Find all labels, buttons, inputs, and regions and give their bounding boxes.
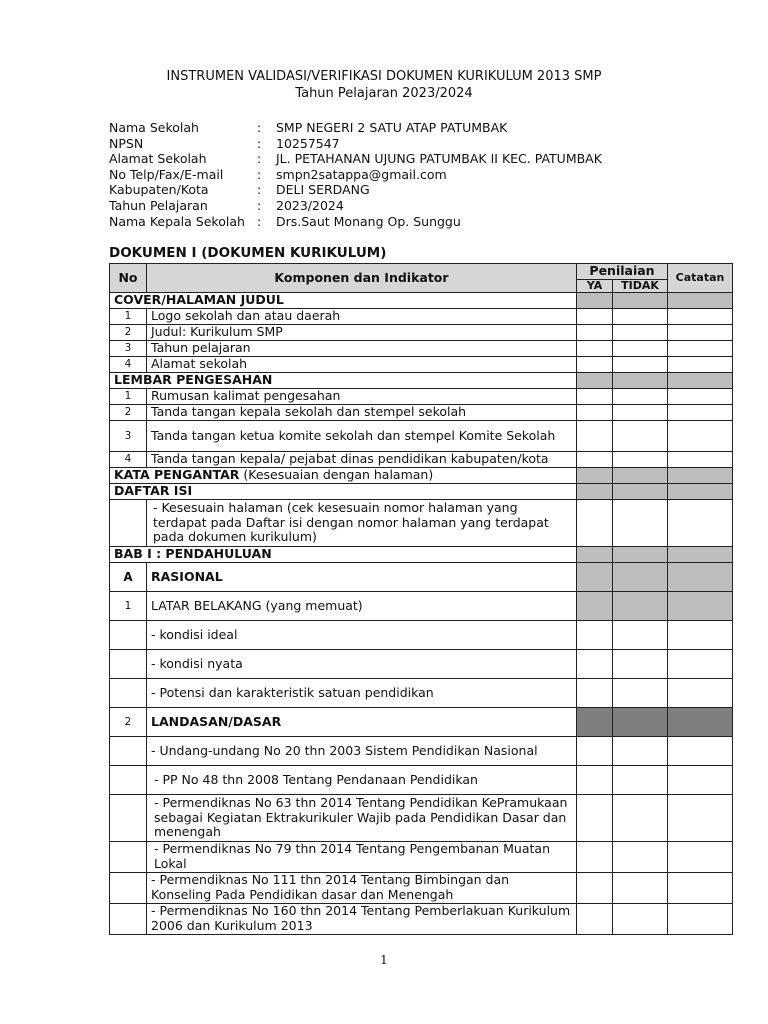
info-sep: : xyxy=(257,182,262,198)
ya-cell xyxy=(577,293,613,309)
ya-cell[interactable] xyxy=(577,421,613,452)
info-row xyxy=(109,136,602,152)
info-value: 2023/2024 xyxy=(276,197,344,213)
catatan-cell[interactable] xyxy=(668,500,733,547)
catatan-cell xyxy=(668,293,733,309)
curriculum-table xyxy=(109,263,733,935)
table-row xyxy=(110,737,733,766)
row-indicator: LANDASAN/DASAR xyxy=(147,708,577,737)
document-subtitle: Tahun Pelajaran 2023/2024 xyxy=(295,86,473,101)
table-row xyxy=(110,309,733,325)
ya-cell[interactable] xyxy=(577,842,613,873)
tidak-cell[interactable] xyxy=(613,452,668,468)
row-indicator: RASIONAL xyxy=(147,563,577,592)
row-indicator: Tanda tangan kepala/ pejabat dinas pendidikan kabupaten/kota xyxy=(147,452,577,468)
ya-cell[interactable] xyxy=(577,766,613,795)
table-row xyxy=(110,452,733,468)
tidak-cell[interactable] xyxy=(613,904,668,935)
catatan-cell[interactable] xyxy=(668,650,733,679)
tidak-cell xyxy=(613,373,668,389)
row-number: 1 xyxy=(110,309,147,325)
info-sep: : xyxy=(257,120,262,135)
header-no: No xyxy=(110,264,147,293)
page-number: 1 xyxy=(380,953,388,967)
row-heading-note: (Kesesuaian dengan halaman) xyxy=(239,467,434,483)
info-row xyxy=(109,214,602,230)
row-number xyxy=(110,621,147,650)
table-row xyxy=(110,325,733,341)
info-label: Nama Sekolah xyxy=(109,120,199,135)
tidak-cell[interactable] xyxy=(613,500,668,547)
row-number: 1 xyxy=(110,592,147,621)
catatan-cell[interactable] xyxy=(668,679,733,708)
catatan-cell[interactable] xyxy=(668,904,733,935)
tidak-cell xyxy=(613,484,668,500)
row-indicator: Tahun pelajaran xyxy=(147,341,577,357)
info-label: No Telp/Fax/E-mail xyxy=(109,166,224,182)
row-number xyxy=(110,650,147,679)
catatan-cell xyxy=(668,547,733,563)
tidak-cell[interactable] xyxy=(613,766,668,795)
row-number xyxy=(110,766,147,795)
catatan-cell xyxy=(668,592,733,621)
ya-cell[interactable] xyxy=(577,452,613,468)
tidak-cell xyxy=(613,547,668,563)
table-row xyxy=(110,904,733,935)
row-indicator: Tanda tangan ketua komite sekolah dan stempel Komite Sekolah xyxy=(147,421,577,452)
row-number xyxy=(110,679,147,708)
catatan-cell[interactable] xyxy=(668,873,733,904)
tidak-cell[interactable] xyxy=(613,679,668,708)
row-heading: COVER/HALAMAN JUDUL xyxy=(110,293,577,309)
catatan-cell[interactable] xyxy=(668,737,733,766)
table-row xyxy=(110,547,733,563)
tidak-cell[interactable] xyxy=(613,405,668,421)
ya-cell xyxy=(577,592,613,621)
ya-cell[interactable] xyxy=(577,500,613,547)
info-value: DELI SERDANG xyxy=(276,182,370,198)
ya-cell[interactable] xyxy=(577,405,613,421)
row-number: 2 xyxy=(110,325,147,341)
row-heading-bold: KATA PENGANTAR xyxy=(114,467,240,483)
info-sep: : xyxy=(257,151,262,167)
header-komponen: Komponen dan Indikator xyxy=(147,264,577,293)
table-row xyxy=(110,484,733,500)
tidak-cell[interactable] xyxy=(613,389,668,405)
section-title: DOKUMEN I (DOKUMEN KURIKULUM) xyxy=(109,245,387,261)
row-heading: BAB I : PENDAHULUAN xyxy=(110,547,577,563)
ya-cell[interactable] xyxy=(577,795,613,842)
row-heading: DAFTAR ISI xyxy=(110,484,577,500)
ya-cell[interactable] xyxy=(577,650,613,679)
row-indicator: Logo sekolah dan atau daerah xyxy=(147,309,577,325)
tidak-cell[interactable] xyxy=(613,621,668,650)
row-number: 3 xyxy=(110,421,147,452)
tidak-cell[interactable] xyxy=(613,873,668,904)
table-row xyxy=(110,405,733,421)
header-penilaian: Penilaian xyxy=(577,264,668,280)
row-indicator: - Kesesuain halaman (cek kesesuain nomor halaman yang terdapat pada Daftar isi dengan nomor halaman yang terdapat pada dokumen kurikulum) xyxy=(147,500,577,547)
row-number: 2 xyxy=(110,405,147,421)
info-row xyxy=(109,182,602,198)
catatan-cell[interactable] xyxy=(668,621,733,650)
row-indicator: Alamat sekolah xyxy=(147,357,577,373)
table-row xyxy=(110,421,733,452)
row-indicator: LATAR BELAKANG (yang memuat) xyxy=(147,592,577,621)
row-indicator: - Potensi dan karakteristik satuan pendidikan xyxy=(147,679,577,708)
ya-cell xyxy=(577,468,613,484)
tidak-cell[interactable] xyxy=(613,650,668,679)
catatan-cell[interactable] xyxy=(668,795,733,842)
info-row xyxy=(109,167,602,183)
tidak-cell[interactable] xyxy=(613,341,668,357)
tidak-cell[interactable] xyxy=(613,325,668,341)
catatan-cell xyxy=(668,708,733,737)
info-sep: : xyxy=(257,135,262,151)
info-value: 10257547 xyxy=(276,135,340,151)
info-label: NPSN xyxy=(109,135,144,151)
document-title: INSTRUMEN VALIDASI/VERIFIKASI DOKUMEN KURIKULUM 2013 SMP xyxy=(166,69,602,84)
table-row xyxy=(110,842,733,873)
school-info xyxy=(109,120,602,229)
row-indicator: - Permendiknas No 63 thn 2014 Tentang Pendidikan KePramukaan sebagai Kegiatan Ektrakurikuler Wajib pada Pendidikan Dasar dan menengah xyxy=(147,795,577,842)
header-catatan: Catatan xyxy=(668,264,733,293)
row-number: 1 xyxy=(110,389,147,405)
ya-cell xyxy=(577,547,613,563)
info-label: Kabupaten/Kota xyxy=(109,182,209,198)
ya-cell xyxy=(577,563,613,592)
tidak-cell xyxy=(613,468,668,484)
table-row xyxy=(110,389,733,405)
info-sep: : xyxy=(257,166,262,182)
catatan-cell xyxy=(668,484,733,500)
catatan-cell[interactable] xyxy=(668,389,733,405)
tidak-cell[interactable] xyxy=(613,421,668,452)
table-row xyxy=(110,373,733,389)
row-number xyxy=(110,500,147,547)
table-row xyxy=(110,357,733,373)
table-row xyxy=(110,650,733,679)
table-row xyxy=(110,766,733,795)
row-number xyxy=(110,737,147,766)
row-number xyxy=(110,795,147,842)
row-number xyxy=(110,842,147,873)
ya-cell[interactable] xyxy=(577,737,613,766)
header-ya: YA xyxy=(577,280,613,293)
tidak-cell xyxy=(613,592,668,621)
catatan-cell xyxy=(668,563,733,592)
row-number xyxy=(110,873,147,904)
tidak-cell[interactable] xyxy=(613,842,668,873)
tidak-cell xyxy=(613,708,668,737)
tidak-cell xyxy=(613,293,668,309)
ya-cell xyxy=(577,484,613,500)
ya-cell[interactable] xyxy=(577,904,613,935)
row-number: 2 xyxy=(110,708,147,737)
row-heading xyxy=(110,468,577,484)
ya-cell[interactable] xyxy=(577,341,613,357)
row-indicator: - Undang-undang No 20 thn 2003 Sistem Pendidikan Nasional xyxy=(147,737,577,766)
table-row xyxy=(110,621,733,650)
info-label: Alamat Sekolah xyxy=(109,151,207,167)
info-sep: : xyxy=(257,197,262,213)
tidak-cell[interactable] xyxy=(613,737,668,766)
table-row xyxy=(110,679,733,708)
catatan-cell[interactable] xyxy=(668,421,733,452)
table-row xyxy=(110,341,733,357)
row-heading: LEMBAR PENGESAHAN xyxy=(110,373,577,389)
info-value: JL. PETAHANAN UJUNG PATUMBAK II KEC. PATUMBAK xyxy=(276,151,602,167)
tidak-cell[interactable] xyxy=(613,357,668,373)
row-number: 3 xyxy=(110,341,147,357)
row-indicator: Rumusan kalimat pengesahan xyxy=(147,389,577,405)
ya-cell[interactable] xyxy=(577,357,613,373)
row-indicator: - Permendiknas No 79 thn 2014 Tentang Pengembanan Muatan Lokal xyxy=(147,842,577,873)
info-value: SMP NEGERI 2 SATU ATAP PATUMBAK xyxy=(276,120,508,135)
row-indicator: Tanda tangan kepala sekolah dan stempel sekolah xyxy=(147,405,577,421)
ya-cell[interactable] xyxy=(577,621,613,650)
ya-cell xyxy=(577,373,613,389)
info-sep: : xyxy=(257,213,262,229)
catatan-cell[interactable] xyxy=(668,842,733,873)
table-row xyxy=(110,500,733,547)
table-row xyxy=(110,708,733,737)
ya-cell xyxy=(577,708,613,737)
row-number: 4 xyxy=(110,357,147,373)
ya-cell[interactable] xyxy=(577,309,613,325)
table-row xyxy=(110,293,733,309)
row-indicator: - kondisi nyata xyxy=(147,650,577,679)
info-row xyxy=(109,120,602,136)
row-indicator: - Permendiknas No 160 thn 2014 Tentang Pemberlakuan Kurikulum 2006 dan Kurikulum 2013 xyxy=(147,904,577,935)
tidak-cell[interactable] xyxy=(613,795,668,842)
ya-cell[interactable] xyxy=(577,325,613,341)
table-row xyxy=(110,873,733,904)
catatan-cell[interactable] xyxy=(668,405,733,421)
row-indicator: - PP No 48 thn 2008 Tentang Pendanaan Pendidikan xyxy=(147,766,577,795)
tidak-cell[interactable] xyxy=(613,309,668,325)
table-row xyxy=(110,468,733,484)
tidak-cell xyxy=(613,563,668,592)
ya-cell[interactable] xyxy=(577,873,613,904)
info-value: smpn2satappa@gmail.com xyxy=(276,166,447,182)
catatan-cell xyxy=(668,468,733,484)
header-tidak: TIDAK xyxy=(613,280,668,293)
catatan-cell[interactable] xyxy=(668,341,733,357)
row-number: A xyxy=(110,563,147,592)
catatan-cell xyxy=(668,373,733,389)
row-indicator: - kondisi ideal xyxy=(147,621,577,650)
table-header-row xyxy=(110,264,733,280)
ya-cell[interactable] xyxy=(577,679,613,708)
row-number: 4 xyxy=(110,452,147,468)
table-row xyxy=(110,795,733,842)
catatan-cell[interactable] xyxy=(668,309,733,325)
row-indicator: - Permendiknas No 111 thn 2014 Tentang Bimbingan dan Konseling Pada Pendidikan dasar dan Menengah xyxy=(147,873,577,904)
catatan-cell[interactable] xyxy=(668,325,733,341)
info-label: Tahun Pelajaran xyxy=(109,197,208,213)
ya-cell[interactable] xyxy=(577,389,613,405)
info-value: Drs.Saut Monang Op. Sunggu xyxy=(276,213,461,229)
catatan-cell[interactable] xyxy=(668,766,733,795)
info-label: Nama Kepala Sekolah xyxy=(109,213,245,229)
row-number xyxy=(110,904,147,935)
info-row xyxy=(109,198,602,214)
info-row xyxy=(109,151,602,167)
catatan-cell[interactable] xyxy=(668,357,733,373)
table-row xyxy=(110,563,733,592)
table-row xyxy=(110,592,733,621)
catatan-cell[interactable] xyxy=(668,452,733,468)
row-indicator: Judul: Kurikulum SMP xyxy=(147,325,577,341)
